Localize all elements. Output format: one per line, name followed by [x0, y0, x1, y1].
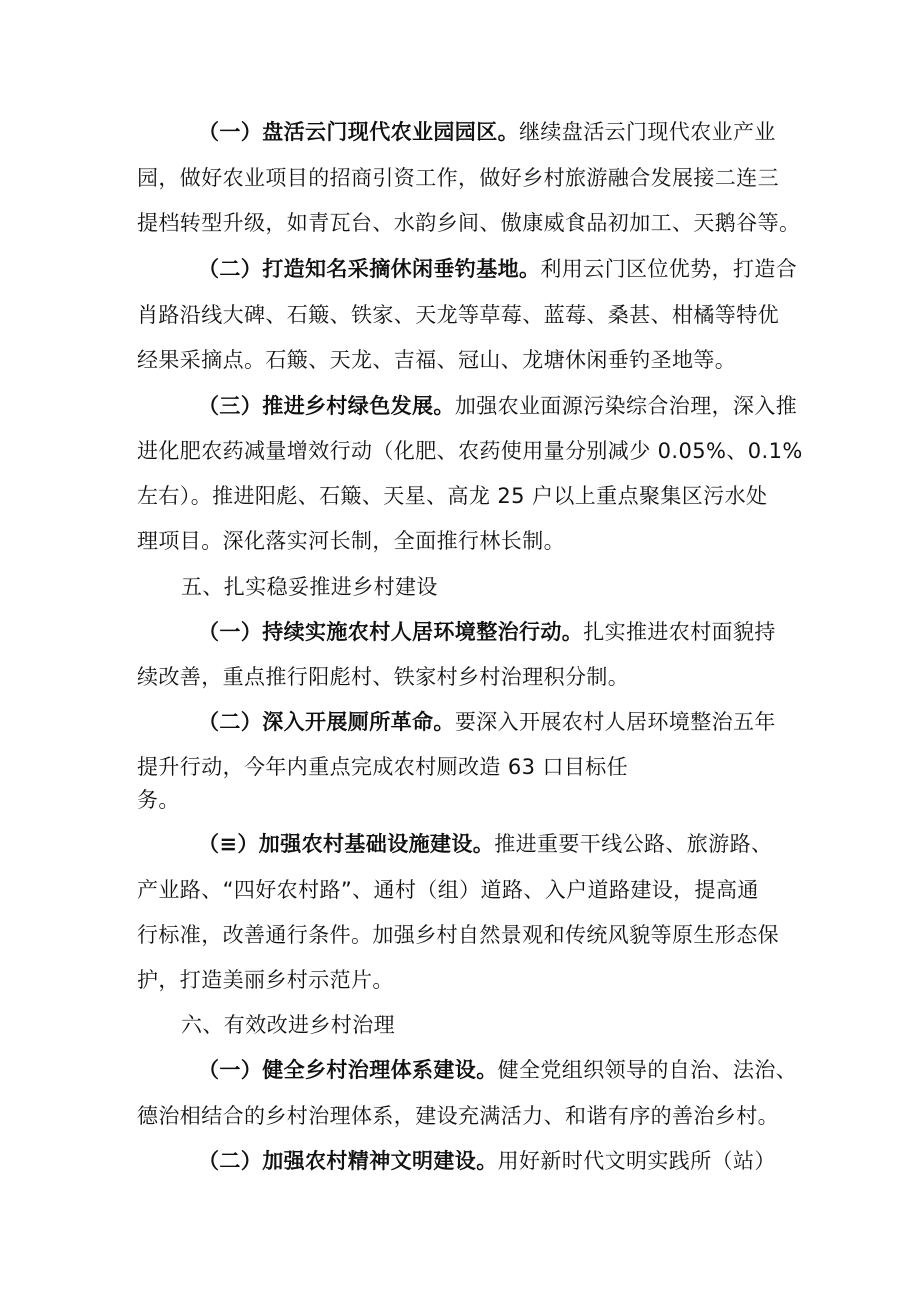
paragraph-line: 务。 — [137, 788, 180, 812]
paragraph-text: 用好新时代文明实践所（站） — [497, 1149, 776, 1173]
paragraph-line: 续改善，重点推行阳彪村、铁家村乡村治理积分制。 — [137, 665, 630, 689]
paragraph-line — [198, 117, 776, 147]
section-heading: 六、有效改进乡村治理 — [181, 1013, 395, 1037]
paragraph-lead: （三）推进乡村绿色发展。 — [198, 394, 455, 418]
paragraph-line: 行标准，改善通行条件。加强乡村自然景观和传统风貌等原生形态保 — [137, 923, 779, 947]
paragraph-lead: （一）健全乡村治理体系建设。 — [198, 1058, 498, 1082]
paragraph-lead: （一）持续实施农村人居环境整治行动。 — [198, 620, 584, 644]
paragraph-line — [198, 391, 797, 421]
paragraph-line: 产业路、“四好农村路”、通村（组）道路、入户道路建设，提高通 — [137, 878, 759, 902]
paragraph-line — [198, 707, 776, 737]
paragraph-line: 德治相结合的乡村治理体系，建设充满活力、和谐有序的善治乡村。 — [137, 1104, 779, 1128]
paragraph-text: 加强农业面源污染综合治理，深入推 — [454, 394, 798, 418]
paragraph-lead: （一）盘活云门现代农业园园区。 — [198, 120, 519, 144]
paragraph-line: 提档转型升级，如青瓦台、水韵乡间、傲康威食品初加工、天鹅谷等。 — [137, 211, 801, 235]
paragraph-line — [198, 254, 797, 284]
section-heading: 五、扎实稳妥推进乡村建设 — [181, 575, 438, 599]
paragraph-lead: （二）加强农村精神文明建设。 — [198, 1149, 498, 1173]
paragraph-text: 继续盘活云门现代农业产业 — [519, 120, 776, 144]
paragraph-line: 进化肥农药减量增效行动（化肥、农药使用量分别减少 0.05%、0.1% — [137, 439, 803, 463]
paragraph-line — [198, 1055, 797, 1085]
paragraph-lead: （二）打造知名采摘休闲垂钓基地。 — [198, 257, 541, 281]
paragraph-line: 护，打造美丽乡村示范片。 — [137, 968, 394, 992]
paragraph-line: 园，做好农业项目的招商引资工作，做好乡村旅游融合发展接二连三 — [137, 166, 779, 190]
paragraph-text: 利用云门区位优势，打造合 — [540, 257, 798, 281]
paragraph-text: 推进重要干线公路、旅游路、 — [494, 832, 773, 856]
paragraph-text: 健全党组织领导的自治、法治、 — [497, 1058, 798, 1082]
paragraph-line — [198, 617, 776, 647]
paragraph-line: 经果采摘点。石簸、天龙、吉福、冠山、龙塘休闲垂钓圣地等。 — [137, 348, 737, 372]
paragraph-line — [198, 1146, 776, 1176]
paragraph-lead: （二）深入开展厕所革命。 — [198, 710, 455, 734]
paragraph-line: 肖路沿线大碑、石簸、铁家、天龙等草莓、蓝莓、桑甚、柑橘等特优 — [137, 303, 779, 327]
paragraph-line: 提升行动，今年内重点完成农村厕改造 63 口目标任 — [137, 755, 629, 779]
paragraph-line — [198, 829, 772, 859]
paragraph-lead: （≡）加强农村基础设施建设。 — [198, 832, 495, 856]
paragraph-text: 扎实推进农村面貌持 — [583, 620, 776, 644]
paragraph-text: 要深入开展农村人居环境整治五年 — [454, 710, 776, 734]
paragraph-line: 左右）。推进阳彪、石簸、天星、高龙 25 户以上重点聚集区污水处 — [137, 484, 768, 508]
paragraph-line: 理项目。深化落实河长制，全面推行林长制。 — [137, 529, 565, 553]
